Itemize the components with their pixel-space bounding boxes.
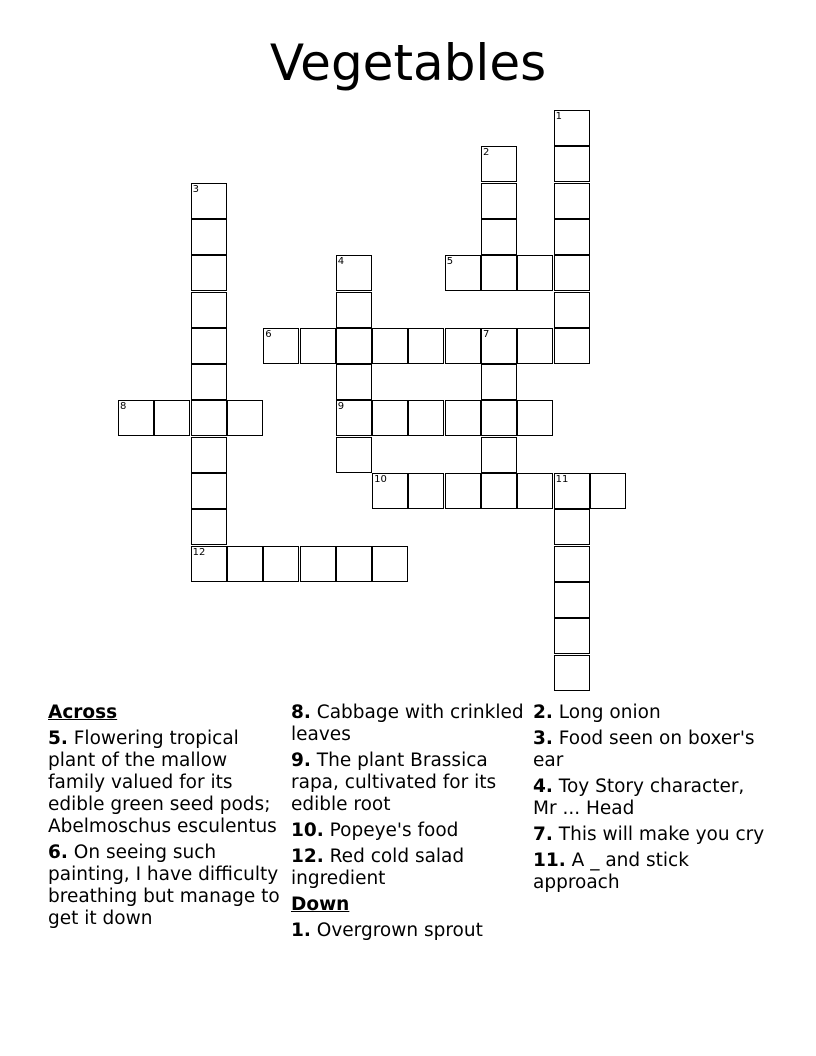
grid-cell[interactable] xyxy=(517,328,553,364)
grid-cell[interactable] xyxy=(191,364,227,400)
clue-number-label: 1. xyxy=(291,920,311,941)
grid-cell[interactable] xyxy=(263,328,299,364)
clue-number: 2 xyxy=(483,147,490,159)
clue-item xyxy=(533,824,769,846)
grid-cell[interactable] xyxy=(554,328,590,364)
grid-cell[interactable] xyxy=(445,400,481,436)
grid-cell[interactable] xyxy=(336,255,372,291)
grid-cell[interactable] xyxy=(372,400,408,436)
clue-text: Long onion xyxy=(552,702,661,723)
grid-cell[interactable] xyxy=(554,509,590,545)
grid-cell[interactable] xyxy=(372,546,408,582)
grid-cell[interactable] xyxy=(408,328,444,364)
grid-cell[interactable] xyxy=(227,400,263,436)
clue-item xyxy=(48,728,284,838)
clue-number-label: 6. xyxy=(48,842,68,863)
clue-number-label: 8. xyxy=(291,702,311,723)
grid-cell[interactable] xyxy=(191,509,227,545)
grid-cell[interactable] xyxy=(554,546,590,582)
grid-cell[interactable] xyxy=(336,292,372,328)
grid-cell[interactable] xyxy=(481,473,517,509)
clue-item xyxy=(291,920,527,942)
grid-cell[interactable] xyxy=(300,328,336,364)
clues-column-2 xyxy=(291,702,527,946)
clue-text: Popeye's food xyxy=(323,820,459,841)
clue-text: Red cold salad ingredient xyxy=(291,846,465,889)
grid-cell[interactable] xyxy=(445,255,481,291)
grid-cell[interactable] xyxy=(445,328,481,364)
clue-number-label: 7. xyxy=(533,824,553,845)
grid-cell[interactable] xyxy=(590,473,626,509)
grid-cell[interactable] xyxy=(517,473,553,509)
grid-cell[interactable] xyxy=(554,618,590,654)
clue-item xyxy=(533,728,769,772)
clue-text: Cabbage with crinkled leaves xyxy=(291,702,524,745)
clue-text: On seeing such painting, I have difficulty breathing but manage to get it down xyxy=(48,842,280,929)
grid-cell[interactable] xyxy=(336,546,372,582)
grid-cell[interactable] xyxy=(118,400,154,436)
clue-number-label: 10. xyxy=(291,820,324,841)
grid-cell[interactable] xyxy=(191,400,227,436)
grid-cell[interactable] xyxy=(481,183,517,219)
grid-cell[interactable] xyxy=(227,546,263,582)
clue-text: Overgrown sprout xyxy=(310,920,483,941)
grid-cell[interactable] xyxy=(154,400,190,436)
clue-item xyxy=(533,776,769,820)
clue-text: This will make you cry xyxy=(552,824,765,845)
clue-text: Flowering tropical plant of the mallow family valued for its edible green seed pods; Abelmoschus esculentus xyxy=(48,728,277,837)
grid-cell[interactable] xyxy=(554,582,590,618)
grid-cell[interactable] xyxy=(336,437,372,473)
clue-number: 6 xyxy=(265,328,272,340)
grid-cell[interactable] xyxy=(408,400,444,436)
grid-cell[interactable] xyxy=(481,255,517,291)
clues-column-1 xyxy=(48,702,284,934)
grid-cell[interactable] xyxy=(554,219,590,255)
clue-number: 10 xyxy=(374,474,387,485)
grid-cell[interactable] xyxy=(517,255,553,291)
grid-cell[interactable] xyxy=(191,437,227,473)
clue-item xyxy=(291,702,527,746)
grid-cell[interactable] xyxy=(481,328,517,364)
grid-cell[interactable] xyxy=(481,219,517,255)
clues-column-3 xyxy=(533,702,769,898)
grid-cell[interactable] xyxy=(191,255,227,291)
grid-cell[interactable] xyxy=(554,255,590,291)
clue-text: Food seen on boxer's ear xyxy=(533,728,755,771)
grid-cell[interactable] xyxy=(263,546,299,582)
grid-cell[interactable] xyxy=(517,400,553,436)
grid-cell[interactable] xyxy=(336,328,372,364)
clue-number-label: 9. xyxy=(291,750,311,771)
clue-item xyxy=(48,842,284,930)
grid-cell[interactable] xyxy=(191,473,227,509)
grid-cell[interactable] xyxy=(554,110,590,146)
clue-text: The plant Brassica rapa, cultivated for its edible root xyxy=(291,750,497,815)
clue-number: 3 xyxy=(192,183,199,195)
clue-number-label: 2. xyxy=(533,702,553,723)
clue-item xyxy=(533,850,769,894)
clue-number-label: 5. xyxy=(48,728,68,749)
clue-item xyxy=(533,702,769,724)
clue-number: 12 xyxy=(192,546,206,558)
clue-number: 8 xyxy=(120,401,127,413)
grid-cell[interactable] xyxy=(191,546,227,582)
grid-cell[interactable] xyxy=(408,473,444,509)
grid-cell[interactable] xyxy=(481,364,517,400)
clue-number: 7 xyxy=(483,328,490,340)
clue-number-label: 12. xyxy=(291,846,324,867)
grid-cell[interactable] xyxy=(481,146,517,182)
across-heading: Across xyxy=(48,702,118,723)
clue-number-label: 4. xyxy=(533,776,553,797)
clue-item xyxy=(291,820,527,842)
clue-number: 4 xyxy=(337,256,345,268)
clue-number: 1 xyxy=(555,111,562,122)
clue-number: 5 xyxy=(446,256,454,268)
grid-cell[interactable] xyxy=(191,183,227,219)
grid-cell[interactable] xyxy=(554,292,590,328)
grid-cell[interactable] xyxy=(191,292,227,328)
clue-number: 11 xyxy=(555,474,569,485)
grid-cell[interactable] xyxy=(191,328,227,364)
grid-cell[interactable] xyxy=(554,655,590,691)
grid-cell[interactable] xyxy=(372,328,408,364)
clue-number-label: 11. xyxy=(533,850,566,871)
grid-cell[interactable] xyxy=(554,146,590,182)
grid-cell[interactable] xyxy=(554,473,590,509)
grid-cell[interactable] xyxy=(336,364,372,400)
clue-item xyxy=(291,750,527,816)
clue-number-label: 3. xyxy=(533,728,553,749)
clue-text: A _ and stick approach xyxy=(533,850,689,893)
grid-cell[interactable] xyxy=(554,183,590,219)
grid-cell[interactable] xyxy=(300,546,336,582)
grid-cell[interactable] xyxy=(191,219,227,255)
grid-cell[interactable] xyxy=(336,400,372,436)
grid-cell[interactable] xyxy=(481,400,517,436)
puzzle-title: Vegetables xyxy=(269,34,547,92)
grid-cell[interactable] xyxy=(445,473,481,509)
clue-text: Toy Story character, Mr ... Head xyxy=(533,776,745,819)
clue-item xyxy=(291,846,527,890)
down-heading: Down xyxy=(291,894,350,915)
grid-cell[interactable] xyxy=(481,437,517,473)
grid-cell[interactable] xyxy=(372,473,408,509)
clue-number: 9 xyxy=(337,401,345,413)
